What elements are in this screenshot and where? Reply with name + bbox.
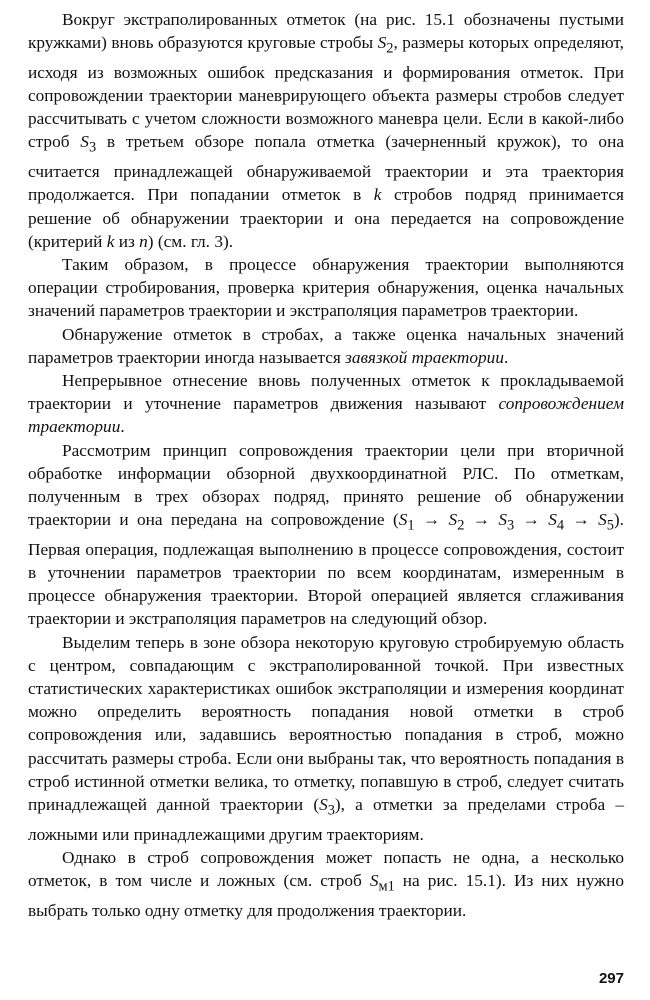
subscript-run: 2 (457, 517, 465, 534)
text-run: Обнаружение отметок в стробах, а также оценка начальных значений параметров траектории иногда называется (28, 324, 624, 367)
italic-run: сопровождением траектории (28, 394, 624, 437)
text-run: в третьем обзоре попала отметка (зачерненный кружок), то она считается принадлежащей обнаруживаемой траектории и эта траектория продолжается. При попадании отметок в (28, 132, 624, 205)
text-run: на рис. 15.1). Из них нужно выбрать только одну отметку для продолжения траектории. (28, 871, 624, 920)
subscript-run: 5 (606, 517, 614, 534)
text-run: ), а отметки за пределами строба – ложными или принадлежащими другим траекториям. (28, 795, 624, 844)
paragraph-6 (28, 631, 624, 846)
paragraph-7 (28, 846, 624, 922)
paragraph-1 (28, 8, 624, 253)
text-run: Выделим теперь в зоне обзора некоторую круговую стробируемую область с центром, совпадающим с экстраполированной точкой. При известных статистических характеристиках ошибок экстраполяции и измерения координат можно определить вероятность попадания новой отметки в строб сопровождения или, задавшись вероятностью попадания в строб, можно рассчитать размеры строба. Если они выбраны так, что вероятность попадания в строб истинной отметки велика, то отметку, попавшую в строб, следует считать принадлежащей данной траектории ( (28, 632, 624, 815)
subscript-run: 1 (407, 517, 415, 534)
text-run: ). Первая операция, подлежащая выполнению в процессе сопровождения, состоит в уточнении параметров траектории по всем координатам, измеренным в процессе обнаружения траектории. Второй операцией является сглаживания траектории и экстраполяция параметров на следующий обзор. (28, 510, 624, 629)
text-run: → (514, 510, 549, 530)
subscript-run: 3 (327, 802, 335, 819)
italic-run: S (548, 510, 557, 530)
page-number: 297 (598, 970, 624, 987)
text-run: Вокруг экстраполированных отметок (на рис. 15.1 обозначены пустыми кружками) вновь образуются круговые стробы (28, 10, 624, 53)
text-run: . (503, 347, 509, 367)
paragraph-2 (28, 253, 624, 323)
italic-run: k (106, 231, 115, 251)
italic-run: S (319, 795, 328, 815)
italic-run: S (377, 33, 387, 53)
subscript-run: 3 (88, 139, 97, 156)
text-run: → (414, 510, 449, 530)
text-run: стробов подряд принимается решение об обнаружении траектории и она передается на сопровождение (критерий (28, 185, 624, 251)
text-run: , размеры которых определяют, исходя из возможных ошибок предсказания и формирования отметок. При сопровождении траектории маневрирующего объекта размеры стробов следует рассчитывать с учетом сложности возможного маневра цели. Если в какой-либо строб (28, 33, 624, 152)
paragraph-4 (28, 369, 624, 439)
text-run: → (564, 510, 599, 530)
paragraph-5 (28, 439, 624, 631)
subscript-run: 4 (556, 517, 565, 534)
italic-run: S (448, 510, 458, 530)
italic-run: k (373, 185, 382, 205)
paragraph-3 (28, 323, 624, 369)
body-text (28, 8, 624, 922)
subscript-run: 2 (386, 40, 394, 57)
subscript-run: 3 (507, 517, 515, 534)
italic-run: S (598, 510, 607, 530)
text-run: Непрерывное отнесение вновь полученных отметок к прокладываемой траектории и уточнение параметров движения называют (28, 370, 624, 414)
text-run: Однако в строб сопровождения может попасть не одна, а несколько отметок, в том числе и ложных (см. строб (28, 847, 624, 891)
text-run: Рассмотрим принцип сопровождения траектории цели при вторичной обработке информации обзорной двухкоординатной РЛС. По отметкам, полученным в трех обзорах подряд, принято решение об обнаружении траектории и она передана на сопровождение ( (28, 440, 624, 530)
text-run: ) (см. гл. 3). (147, 231, 234, 251)
italic-run: n (139, 231, 148, 251)
subscript-run: м1 (378, 878, 395, 895)
text-run: . (120, 417, 125, 437)
italic-run: завязкой траектории (345, 347, 504, 367)
italic-run: S (498, 510, 508, 530)
italic-run: S (398, 510, 408, 530)
text-run: → (464, 510, 499, 530)
text-run: Таким образом, в процессе обнаружения траектории выполняются операции стробирования, проверка критерия обнаружения, оценка начальных значений параметров траектории и экстраполяция параметров траектории. (28, 254, 624, 321)
italic-run: S (80, 132, 89, 152)
text-run: из (114, 231, 140, 251)
italic-run: S (369, 871, 379, 891)
